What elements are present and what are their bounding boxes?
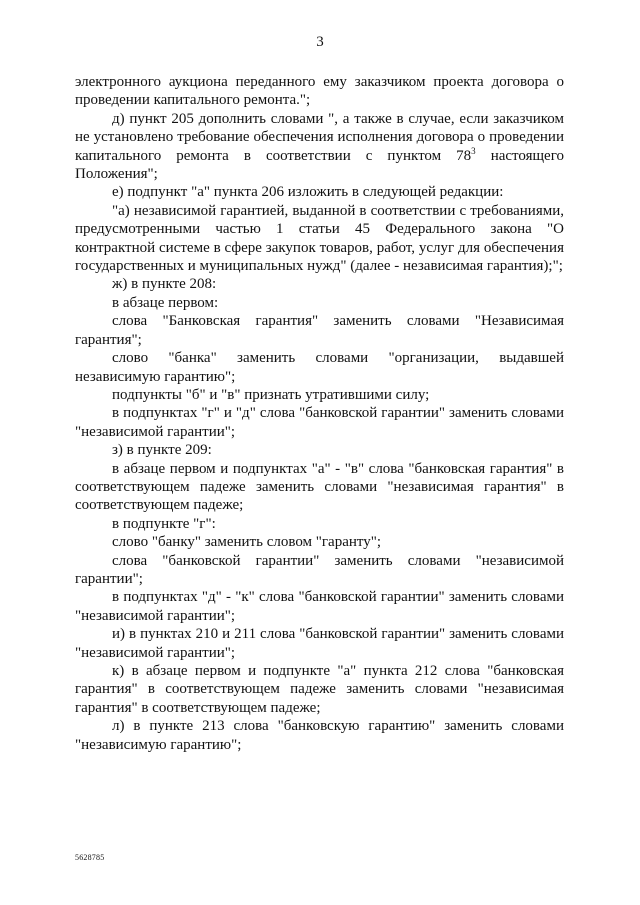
paragraph: в абзаце первом и подпунктах "а" - "в" слова "банковская гарантия" в соответствующем падеже заменить словами "независимая гарантия" в соответствующем падеже; <box>75 460 564 514</box>
paragraph: подпункты "б" и "в" признать утратившими силу; <box>112 386 430 403</box>
paragraph: к) в абзаце первом и подпункте "а" пункта 212 слова "банковская гарантия" в соответствующем падеже заменить словами "независимая гарантия" в соответствующем падеже; <box>75 663 564 716</box>
paragraph: слова "Банковская гарантия" заменить словами "Независимая гарантия"; <box>75 313 564 348</box>
paragraph: и) в пунктах 210 и 211 слова "банковской гарантии" заменить словами "независимой гарантии"; <box>75 626 564 661</box>
paragraph: слово "банка" заменить словами "организации, выдавшей независимую гарантию"; <box>75 350 564 385</box>
paragraph: л) в пункте 213 слова "банковскую гарантию" заменить словами "независимую гарантию"; <box>75 718 564 753</box>
paragraph: з) в пункте 209: <box>112 442 212 459</box>
paragraph: в подпункте "г": <box>112 515 216 532</box>
superscript: 3 <box>471 145 476 156</box>
paragraph-text: д) пункт 205 дополнить словами ", а также в случае, если заказчиком не установлено требование обеспечения исполнения договора о проведении капитального ремонта в соответствии с пунктом 78 <box>75 110 564 164</box>
document-code: 5628785 <box>75 853 105 862</box>
paragraph <box>75 110 564 184</box>
paragraph: слово "банку" заменить словом "гаранту"; <box>112 534 382 551</box>
paragraph-tail: настоящего Положения"; <box>75 147 564 183</box>
document-body <box>75 73 564 754</box>
paragraph: е) подпункт "а" пункта 206 изложить в следующей редакции: <box>112 184 504 201</box>
paragraph: электронного аукциона переданного ему заказчиком проекта договора о проведении капитального ремонта."; <box>75 74 564 109</box>
paragraph: слова "банковской гарантии" заменить словами "независимой гарантии"; <box>75 552 564 587</box>
page-number: 3 <box>316 34 324 50</box>
paragraph: в абзаце первом: <box>112 294 219 311</box>
paragraph: ж) в пункте 208: <box>112 276 217 293</box>
paragraph: в подпунктах "д" - "к" слова "банковской гарантии" заменить словами "независимой гарантии"; <box>75 589 564 624</box>
paragraph: "а) независимой гарантией, выданной в соответствии с требованиями, предусмотренными частью 1 статьи 45 Федерального закона "О контрактной системе в сфере закупок товаров, работ, услуг для обеспечения государственных и муниципальных нужд" (далее - независимая гарантия);"; <box>75 202 564 275</box>
paragraph: в подпунктах "г" и "д" слова "банковской гарантии" заменить словами "независимой гарантии"; <box>75 405 564 440</box>
